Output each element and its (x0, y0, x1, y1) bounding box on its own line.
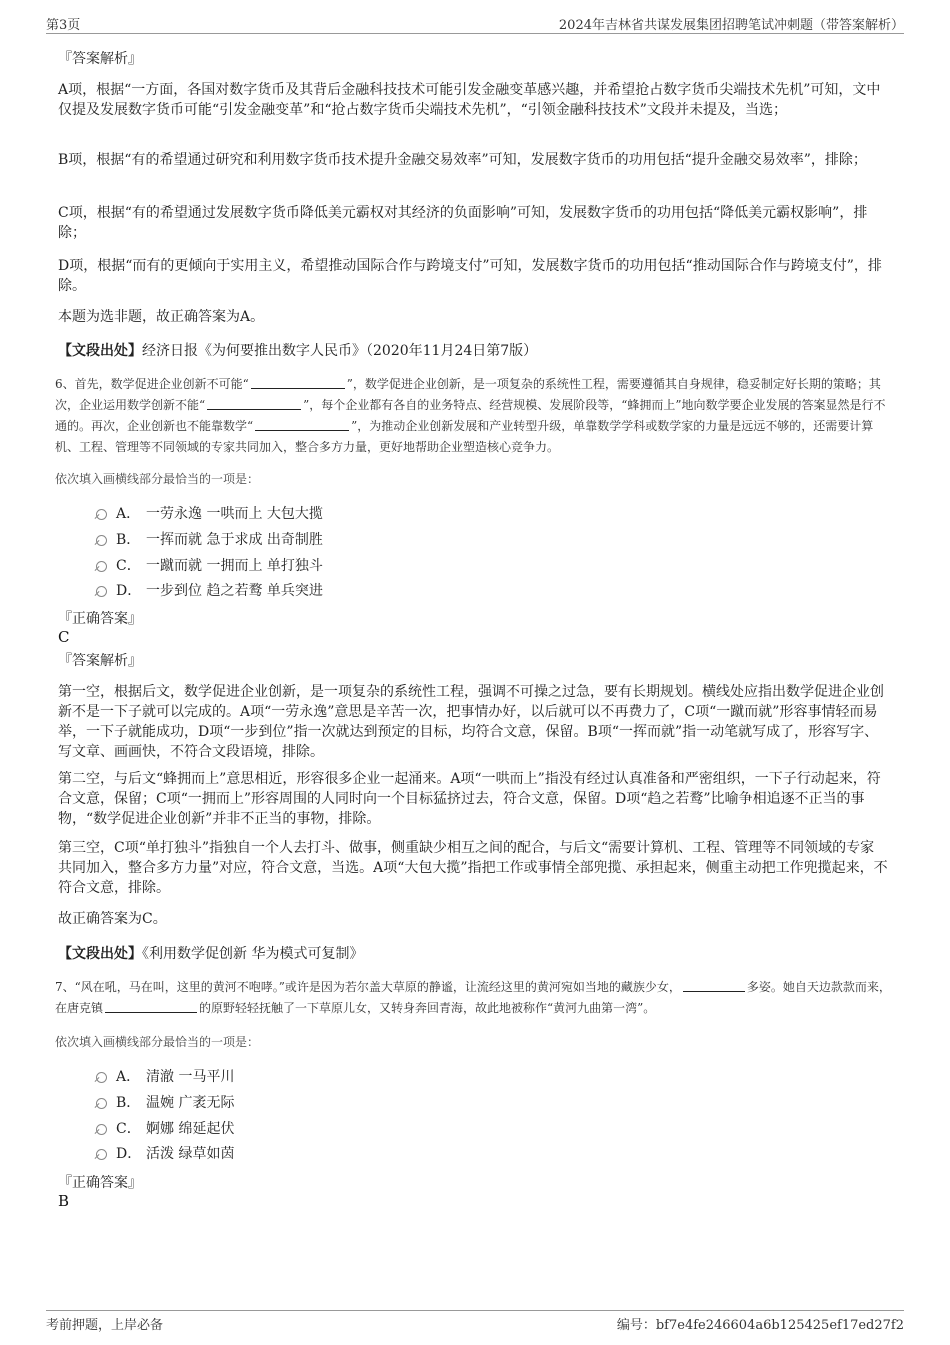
footer-divider (46, 1310, 904, 1311)
radio-icon[interactable] (96, 586, 107, 597)
q5-analysis-a: A项，根据“一方面，各国对数字货币及其背后金融科技技术可能引发金融变革感兴趣，并希望抢占数字货币尖端技术先机”可知，文中仅提及发展数字货币可能“引发金融变革”和“抢占数字货币尖端技术先机”，“引领金融科技技术”文段并未提及，当选； (58, 82, 881, 118)
q6-analysis-1: 第一空，根据后文，数学促进企业创新，是一项复杂的系统性工程，强调不可操之过急，要有长期规划。横线处应指出数学促进企业创新不是一下子就可以完成的。A项“一劳永逸”意思是辛苦一次，把事情办好，以后就可以不再费力了，C项“一蹴而就”形容事情轻而易举，一下子就能成功，D项“一步到位”指一次就达到预定的目标，均符合文意，保留。B项“一挥而就”指一动笔就写成了，形容写字、写文章、画画快，不符合文段语境，排除。 (58, 684, 884, 760)
q7-stem-part3: 的原野轻轻抚触了一下草原儿女，又转身奔回青海，故此地被称作“黄河九曲第一湾”。 (199, 1001, 656, 1015)
radio-icon[interactable] (96, 561, 107, 572)
q7-answer-label: 『正确答案』 (58, 1175, 142, 1191)
q5-analysis-c: C项，根据“有的希望通过发展数字货币降低美元霸权对其经济的负面影响”可知，发展数字货币的功用包括“降低美元霸权影响”，排除； (58, 205, 868, 241)
q5-source (58, 340, 888, 360)
q6-stem-part4: ”，为推动企业创新发展和产业转型升级，单靠数学学科或数学家的力量是远远不够的，还需要计算机、工程、管理等不同领域的专家共同加入，整合多方力量，更好地帮助企业塑造核心竞争力。 (55, 419, 874, 454)
q6-prompt: 依次填入画横线部分最恰当的一项是： (55, 472, 260, 486)
option-text: 一蹴而就 一拥而上 单打独斗 (146, 558, 323, 574)
footer-slogan: 考前押题，上岸必备 (46, 1318, 164, 1333)
option-key: A． (116, 506, 141, 522)
page-number: 第3页 (46, 18, 81, 33)
q6-stem (55, 374, 897, 458)
radio-icon[interactable] (96, 1124, 107, 1135)
q6-blank-3 (255, 418, 349, 431)
q5-source-tag: 【文段出处】 (58, 343, 142, 359)
q5-conclusion: 本题为选非题，故正确答案为A。 (58, 309, 265, 325)
radio-icon[interactable] (96, 535, 107, 546)
option-text: 清澈 一马平川 (146, 1069, 235, 1085)
option-key: B． (116, 1095, 141, 1111)
q5-analysis-d: D项，根据“而有的更倾向于实用主义，希望推动国际合作与跨境支付”可知，发展数字货币的功用包括“推动国际合作与跨境支付”，排除。 (58, 258, 882, 294)
q6-answer-label: 『正确答案』 (58, 611, 142, 627)
q7-stem-part2: 多姿。她自天边款款而来，在唐克镇 (55, 980, 891, 1015)
q6-stem-part3: ”，每个企业都有各自的业务特点、经营规模、发展阶段等，“蜂拥而上”地向数学要企业发展的答案显然是行不通的。再次，企业创新也不能靠数学“ (55, 398, 886, 433)
option-text: 一挥而就 急于求成 出奇制胜 (146, 532, 323, 548)
q6-stem-part1: 6、首先，数学促进企业创新不可能“ (55, 377, 249, 391)
q6-blank-2 (207, 397, 301, 410)
q6-analysis-3: 第三空，C项“单打独斗”指独自一个人去打斗、做事，侧重缺少相互之间的配合，与后文“需要计算机、工程、管理等不同领域的专家共同加入，整合多方力量”对应，符合文意，当选。A项“大包大揽”指把工作或事情全部兜揽、承担起来，侧重主动把工作兜揽起来，不符合文意，排除。 (58, 840, 888, 896)
q6-source-text: 《利用数学促创新 华为模式可复制》 (142, 946, 364, 962)
q7-prompt: 依次填入画横线部分最恰当的一项是： (55, 1035, 260, 1049)
option-key: A． (116, 1069, 141, 1085)
option-text: 一步到位 趋之若鹜 单兵突进 (146, 583, 323, 599)
q7-blank-2 (105, 1000, 197, 1013)
option-key: D． (116, 583, 142, 599)
q6-source-tag: 【文段出处】 (58, 946, 142, 962)
q5-analysis-b: B项，根据“有的希望通过研究和利用数字货币技术提升金融交易效率”可知，发展数字货币的功用包括“提升金融交易效率”，排除； (58, 152, 867, 168)
q7-blank-1 (683, 979, 745, 992)
option-key: B． (116, 532, 141, 548)
header-divider (46, 33, 904, 34)
q7-stem (55, 977, 897, 1019)
q7-stem-part1: 7、“风在吼，马在叫，这里的黄河不咆哮。”或许是因为若尔盖大草原的静谧，让流经这里的黄河宛如当地的藏族少女， (55, 980, 681, 994)
q6-analysis-label: 『答案解析』 (58, 653, 142, 669)
q6-conclusion: 故正确答案为C。 (58, 911, 167, 927)
page-header (46, 12, 904, 32)
q5-analysis-label: 『答案解析』 (58, 51, 142, 67)
document-title: 2024年吉林省共谋发展集团招聘笔试冲刺题（带答案解析） (558, 18, 904, 33)
q6-stem-part2: ”，数学促进企业创新，是一项复杂的系统性工程，需要遵循其自身规律，稳妥制定好长期的策略；其次，企业运用数学创新不能“ (55, 377, 881, 412)
option-key: C． (116, 1121, 141, 1137)
q7-answer: B (58, 1192, 70, 1210)
document-id: 编号：bf7e4fe246604a6b125425ef17ed27f2 (616, 1318, 904, 1333)
q6-analysis-2: 第二空，与后文“蜂拥而上”意思相近，形容很多企业一起涌来。A项“一哄而上”指没有经过认真准备和严密组织，一下子行动起来，符合文意，保留；C项“一拥而上”形容周围的人同时向一个目标猛挤过去，符合文意，保留。D项“趋之若鹜”比喻争相追逐不正当的事物，“数学促进企业创新”并非不正当的事物，排除。 (58, 771, 881, 827)
q6-blank-1 (251, 376, 345, 389)
option-text: 温婉 广袤无际 (146, 1095, 235, 1111)
option-text: 活泼 绿草如茵 (146, 1146, 235, 1162)
option-text: 婀娜 绵延起伏 (146, 1121, 235, 1137)
radio-icon[interactable] (96, 1098, 107, 1109)
q5-source-text: 经济日报《为何要推出数字人民币》（2020年11月24日第7版） (142, 343, 538, 359)
radio-icon[interactable] (96, 509, 107, 520)
q6-answer: C (58, 628, 70, 646)
option-key: C． (116, 558, 141, 574)
option-text: 一劳永逸 一哄而上 大包大揽 (146, 506, 323, 522)
radio-icon[interactable] (96, 1072, 107, 1083)
q6-source (58, 943, 888, 963)
option-key: D． (116, 1146, 142, 1162)
radio-icon[interactable] (96, 1149, 107, 1160)
